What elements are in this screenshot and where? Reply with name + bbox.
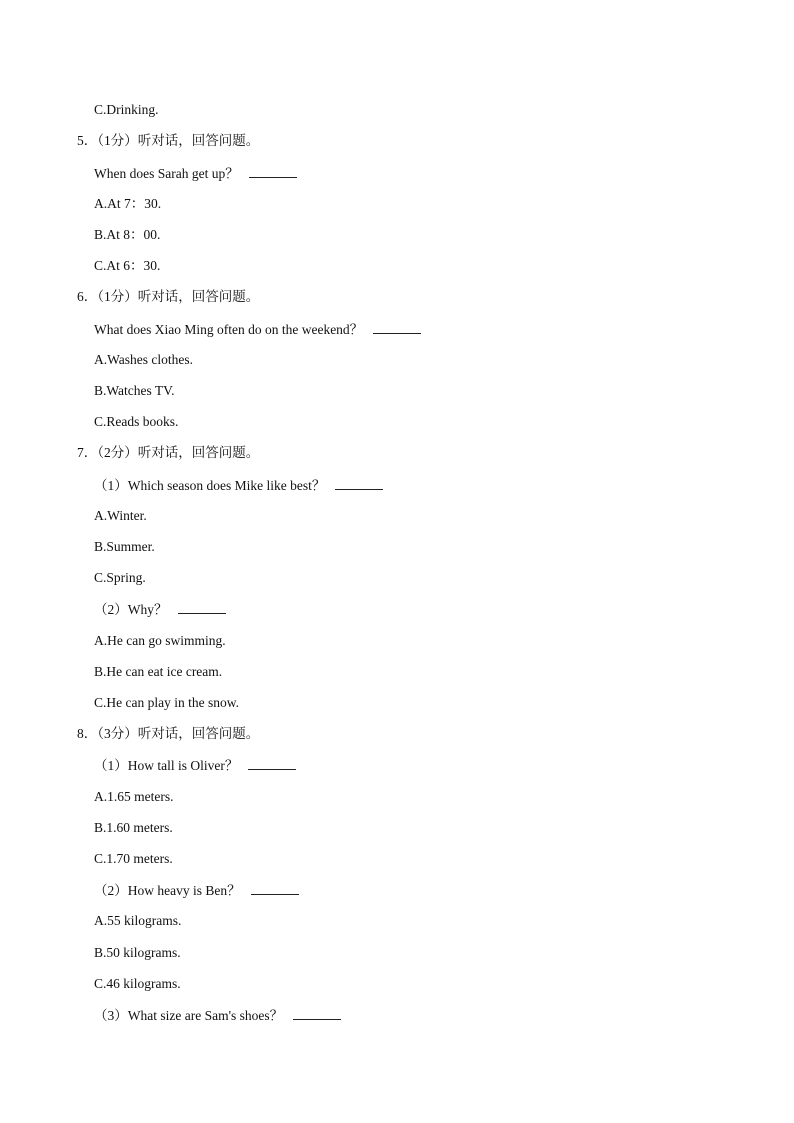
question-6-option-b: [94, 383, 175, 399]
question-6-prompt: [94, 321, 421, 338]
answer-blank[interactable]: [251, 882, 299, 895]
question-5-header: [77, 133, 259, 149]
question-text: What does Xiao Ming often do on the weekend？: [94, 322, 364, 337]
question-7-1-option-b: [94, 539, 155, 555]
question-6-option-c: [94, 414, 178, 430]
option-text: C.46 kilograms.: [94, 976, 181, 991]
option-text: B.50 kilograms.: [94, 945, 181, 960]
option-text: C.He can play in the snow.: [94, 695, 239, 710]
question-text: （1）Which season does Mike like best？: [94, 478, 326, 493]
option-text: B.He can eat ice cream.: [94, 664, 223, 679]
question-header-text: 8．（3分）听对话，回答问题。: [77, 726, 260, 741]
question-8-1-option-b: [94, 820, 173, 836]
question-8-3-prompt: [94, 1007, 341, 1024]
question-7-2-option-a: [94, 633, 226, 649]
answer-blank[interactable]: [335, 477, 383, 490]
question-text: When does Sarah get up？: [94, 166, 239, 181]
question-8-1-prompt: [94, 757, 296, 774]
answer-blank[interactable]: [249, 165, 297, 178]
question-6-option-a: [94, 352, 193, 368]
question-8-1-option-c: [94, 851, 173, 867]
option-text: A.55 kilograms.: [94, 913, 182, 928]
option-c-drinking: [94, 102, 159, 118]
option-text: B.At 8：00.: [94, 227, 161, 242]
question-header-text: 7．（2分）听对话，回答问题。: [77, 445, 260, 460]
question-7-1-prompt: [94, 477, 383, 494]
option-text: B.Watches TV.: [94, 383, 175, 398]
question-7-2-option-b: [94, 664, 222, 680]
question-header-text: 5．（1分）听对话，回答问题。: [77, 133, 260, 148]
question-7-2-option-c: [94, 695, 239, 711]
question-8-2-option-b: [94, 945, 181, 961]
option-text: B.Summer.: [94, 539, 155, 554]
option-text: A.Winter.: [94, 508, 147, 523]
question-text: （1）How tall is Oliver？: [94, 758, 239, 773]
option-text: A.1.65 meters.: [94, 789, 174, 804]
question-text: （2）How heavy is Ben？: [94, 883, 241, 898]
option-text: B.1.60 meters.: [94, 820, 173, 835]
answer-blank[interactable]: [373, 321, 421, 334]
question-8-1-option-a: [94, 789, 173, 805]
question-8-2-option-c: [94, 976, 181, 992]
answer-blank[interactable]: [178, 601, 226, 614]
question-5-prompt: [94, 165, 297, 182]
question-5-option-c: [94, 258, 160, 274]
answer-blank[interactable]: [293, 1007, 341, 1020]
option-text: C.1.70 meters.: [94, 851, 173, 866]
option-text: C.Reads books.: [94, 414, 179, 429]
question-8-header: [77, 726, 259, 742]
question-7-1-option-c: [94, 570, 146, 586]
question-7-header: [77, 445, 259, 461]
option-text: C.Drinking.: [94, 102, 159, 117]
question-5-option-a: [94, 196, 161, 212]
answer-blank[interactable]: [248, 757, 296, 770]
question-5-option-b: [94, 227, 160, 243]
question-7-2-prompt: [94, 601, 226, 618]
question-6-header: [77, 289, 259, 305]
question-7-1-option-a: [94, 508, 147, 524]
question-8-2-prompt: [94, 882, 299, 899]
option-text: A.Washes clothes.: [94, 352, 194, 367]
question-header-text: 6．（1分）听对话，回答问题。: [77, 289, 260, 304]
option-text: C.At 6：30.: [94, 258, 161, 273]
question-8-2-option-a: [94, 913, 181, 929]
option-text: C.Spring.: [94, 570, 146, 585]
option-text: A.He can go swimming.: [94, 633, 226, 648]
option-text: A.At 7：30.: [94, 196, 162, 211]
question-text: （2）Why？: [94, 602, 168, 617]
question-text: （3）What size are Sam's shoes？: [94, 1008, 284, 1023]
